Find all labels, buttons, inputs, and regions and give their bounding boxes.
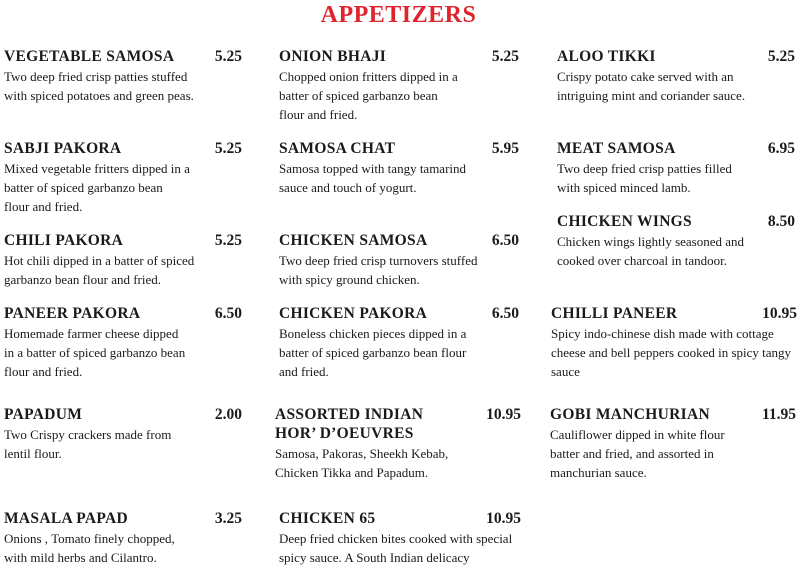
item-price: 5.25 <box>491 48 519 65</box>
menu-item-chicken-wings <box>557 212 795 270</box>
item-name: SABJI PAKORA <box>4 140 122 157</box>
item-price: 6.50 <box>491 305 519 322</box>
menu-item-chili-pakora <box>4 231 242 289</box>
item-name: VEGETABLE SAMOSA <box>4 48 175 65</box>
item-price: 11.95 <box>761 406 796 423</box>
item-price: 5.95 <box>491 140 519 157</box>
menu-item-sabji-pakora <box>4 139 242 216</box>
item-name: CHICKEN PAKORA <box>279 305 428 322</box>
item-price: 2.00 <box>214 406 242 423</box>
item-name: GOBI MANCHURIAN <box>550 406 710 423</box>
item-price: 3.25 <box>214 510 242 527</box>
menu-item-vegetable-samosa <box>4 47 242 105</box>
menu-item-assorted-indian-hors-doeuvres <box>275 405 521 482</box>
item-description: Samosa topped with tangy tamarind sauce and touch of yogurt. <box>279 161 467 195</box>
item-name: MEAT SAMOSA <box>557 140 676 157</box>
menu-item-chicken-65 <box>279 509 521 567</box>
item-name: MASALA PAPAD <box>4 510 129 527</box>
item-description: Chopped onion fritters dipped in a batter of spiced garbanzo bean flour and fried. <box>279 69 458 122</box>
item-description: Boneless chicken pieces dipped in a batter of spiced garbanzo bean flour and fried. <box>279 326 467 379</box>
item-price: 5.25 <box>767 48 795 65</box>
item-description: Samosa, Pakoras, Sheekh Kebab, Chicken Tikka and Papadum. <box>275 446 449 480</box>
item-name: CHICKEN 65 <box>279 510 376 527</box>
item-description: Crispy potato cake served with an intriguing mint and coriander sauce. <box>557 69 746 103</box>
menu-item-gobi-manchurian <box>550 405 796 482</box>
item-description: Two deep fried crisp turnovers stuffed with spicy ground chicken. <box>279 253 478 287</box>
menu-item-chicken-pakora <box>279 304 519 381</box>
item-price: 6.50 <box>491 232 519 249</box>
menu-item-aloo-tikki <box>557 47 795 105</box>
menu-item-masala-papad <box>4 509 242 567</box>
item-description: Chicken wings lightly seasoned and cooked over charcoal in tandoor. <box>557 234 745 268</box>
menu-title: APPETIZERS <box>320 2 477 28</box>
item-description: Two Crispy crackers made from lentil flour. <box>4 427 172 461</box>
item-name: CHILI PAKORA <box>4 232 124 249</box>
item-price: 10.95 <box>486 510 521 527</box>
menu-item-onion-bhaji <box>279 47 519 124</box>
item-price: 6.50 <box>214 305 242 322</box>
item-description: Homemade farmer cheese dipped in a batter of spiced garbanzo bean flour and fried. <box>4 326 186 379</box>
item-price: 6.95 <box>767 140 795 157</box>
menu-item-meat-samosa <box>557 139 795 197</box>
item-price: 8.50 <box>767 213 795 230</box>
item-name: ONION BHAJI <box>279 48 387 65</box>
item-description: Mixed vegetable fritters dipped in a batter of spiced garbanzo bean flour and fried. <box>4 161 190 214</box>
item-description: Onions , Tomato finely chopped, with mild herbs and Cilantro. <box>4 531 175 565</box>
item-name: CHICKEN WINGS <box>557 213 692 230</box>
item-name: CHICKEN SAMOSA <box>279 232 428 249</box>
menu-item-papadum <box>4 405 242 463</box>
item-name: ALOO TIKKI <box>557 48 656 65</box>
item-description: Cauliflower dipped in white flour batter and fried, and assorted in manchurian sauce. <box>550 427 725 480</box>
item-description: Spicy indo-chinese dish made with cottage cheese and bell peppers cooked in spicy tangy sauce <box>551 326 792 379</box>
item-name: PAPADUM <box>4 406 83 423</box>
menu-item-paneer-pakora <box>4 304 242 381</box>
menu-item-samosa-chat <box>279 139 519 197</box>
item-description: Deep fried chicken bites cooked with special spicy sauce. A South Indian delicacy <box>279 531 513 565</box>
menu-item-chicken-samosa <box>279 231 519 289</box>
item-name: PANEER PAKORA <box>4 305 141 322</box>
item-description: Two deep fried crisp patties filled with spiced minced lamb. <box>557 161 732 195</box>
item-price: 5.25 <box>214 140 242 157</box>
item-description: Two deep fried crisp patties stuffed with spiced potatoes and green peas. <box>4 69 194 103</box>
menu-item-chilli-paneer <box>551 304 797 381</box>
item-description: Hot chili dipped in a batter of spiced garbanzo bean flour and fried. <box>4 253 195 287</box>
item-price: 5.25 <box>214 48 242 65</box>
item-price: 10.95 <box>762 305 797 322</box>
item-name: SAMOSA CHAT <box>279 140 396 157</box>
item-name: CHILLI PANEER <box>551 305 678 322</box>
item-price: 10.95 <box>486 406 521 423</box>
item-price: 5.25 <box>214 232 242 249</box>
item-name: ASSORTED INDIAN HOR’ D’OEUVRES <box>275 406 424 442</box>
